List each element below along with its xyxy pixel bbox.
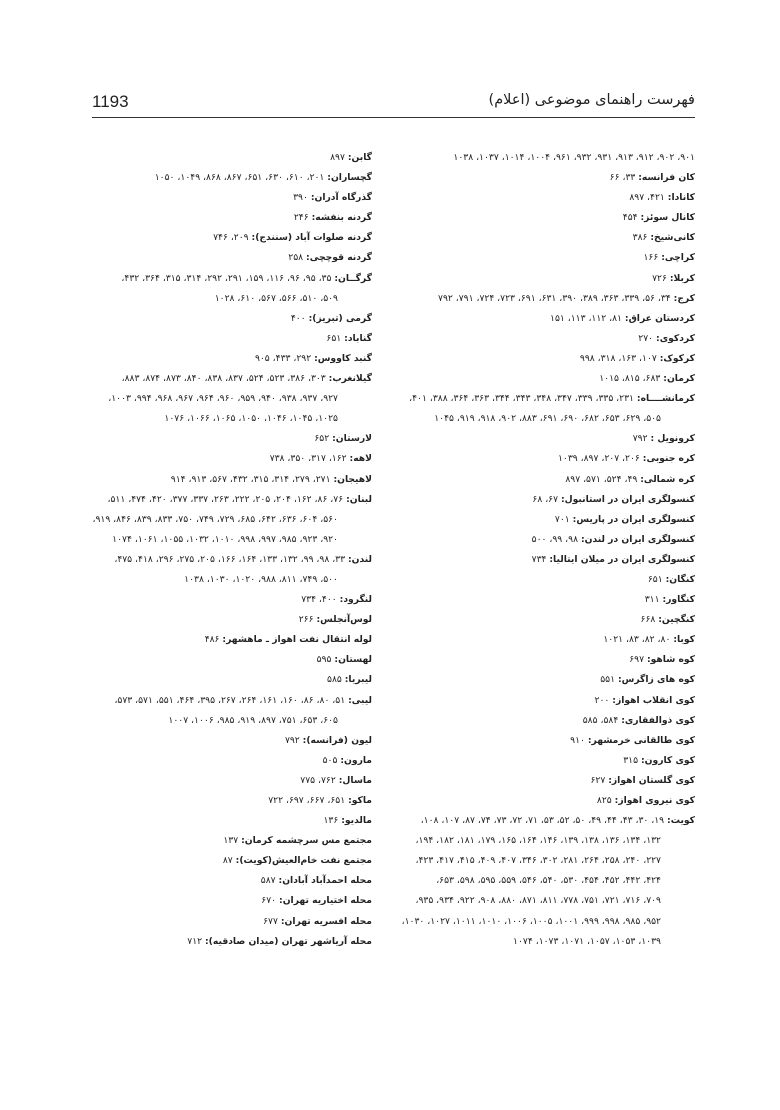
index-term: کنگان:	[665, 573, 695, 585]
index-page-refs: ۵۸۷	[260, 875, 276, 887]
index-entry	[395, 610, 695, 630]
index-page-refs: ۱۰۳۹، ۱۰۵۳، ۱۰۵۷، ۱۰۷۱، ۱۰۷۳، ۱۰۷۴	[513, 935, 661, 947]
index-entry-continuation	[85, 289, 372, 309]
index-term: کرمان:	[663, 373, 695, 385]
index-term: کنسولگری ایران در استانبول:	[560, 493, 695, 505]
index-page-refs: ۴۲۱، ۸۹۷	[629, 192, 665, 204]
index-page-refs: ۳۸۶	[632, 232, 648, 244]
index-page-refs: ۶۵۲	[314, 433, 330, 445]
index-column-right	[395, 148, 695, 952]
index-entry	[85, 851, 372, 871]
index-entry	[85, 590, 372, 610]
index-entry	[85, 610, 372, 630]
index-page-refs: ۱۳۲، ۱۳۴، ۱۳۶، ۱۳۸، ۱۳۹، ۱۴۶، ۱۶۴، ۱۶۵، ۱۷۹، ۱۸۱، ۱۸۲، ۱۹۴،	[415, 835, 661, 847]
index-page-refs: ۹۲۷، ۹۳۷، ۹۳۸، ۹۴۰، ۹۵۹، ۹۶۰، ۹۶۴، ۹۶۷، ۹۶۸، ۹۹۴، ۱۰۰۳،	[108, 393, 338, 405]
index-page-refs: ۸۲۵	[596, 795, 612, 806]
index-page-refs: ۷۱۲	[187, 935, 203, 947]
index-entry	[395, 791, 695, 811]
index-entry	[395, 148, 695, 168]
header-rule	[92, 117, 695, 118]
index-term: کنسولگری ایران در میلان ایتالیا:	[549, 553, 695, 565]
index-page-refs: ۴۵۴	[622, 212, 638, 224]
index-term: گیلانغرب:	[328, 373, 372, 385]
index-term: لنگرود:	[339, 594, 372, 606]
index-term: محله افسریه تهران:	[280, 915, 372, 927]
index-page-refs: ۷۶۲، ۷۷۵	[300, 774, 336, 786]
index-entry	[85, 148, 372, 168]
index-page-refs: ۷۳۴	[531, 553, 547, 565]
index-entry-continuation	[85, 389, 372, 409]
index-page-refs: ۷۰۱	[554, 513, 570, 525]
index-term: کوی انقلاب اهواز:	[612, 694, 695, 706]
index-entry	[395, 510, 695, 530]
index-entry-continuation	[85, 711, 372, 731]
index-page-refs: ۶۵۱، ۶۶۷، ۶۹۷، ۷۲۲	[268, 795, 346, 806]
index-page-refs: ۷۰۹، ۷۱۶، ۷۲۱، ۷۵۱، ۷۷۸، ۸۱۱، ۸۷۱، ۸۸۰، ۹۰۸، ۹۲۲، ۹۳۴، ۹۳۵،	[415, 895, 661, 907]
index-term: گناباد:	[344, 332, 372, 344]
index-entry	[395, 168, 695, 188]
index-entry-continuation	[85, 510, 372, 530]
index-entry	[85, 630, 372, 650]
index-entry	[395, 570, 695, 590]
index-term: گنبد کاووس:	[314, 352, 372, 364]
index-term: محله آریاشهر تهران (میدان صادقیه):	[205, 935, 372, 947]
index-page-refs: ۲۹۲، ۴۳۳، ۹۰۵	[254, 352, 312, 364]
index-entry	[85, 751, 372, 771]
index-entry	[395, 449, 695, 469]
index-term: لیبریا:	[344, 674, 372, 686]
index-entry-continuation	[395, 912, 695, 932]
index-term: گابن:	[347, 152, 372, 163]
index-entry	[395, 731, 695, 751]
index-term: کرمانشــــاه:	[636, 393, 695, 405]
index-term: مجتمع مس سرچشمه کرمان:	[241, 835, 372, 847]
index-page-refs: ۸۹۷	[330, 152, 345, 163]
index-page-refs: ۵۰۰، ۷۴۹، ۸۱۱، ۹۸۸، ۱۰۲۰، ۱۰۳۰، ۱۰۳۸	[184, 573, 338, 585]
index-page-refs: ۶۵۱	[647, 573, 663, 585]
index-term: گردنه قوچچی:	[306, 252, 372, 264]
running-title: فهرست راهنمای موضوعی (اعلام)	[488, 92, 695, 108]
index-page-refs: ۸۰، ۸۲، ۸۳، ۱۰۲۱	[603, 634, 671, 646]
index-term: مالدیو:	[341, 815, 372, 827]
index-term: کانادا:	[667, 192, 695, 204]
index-entry	[85, 349, 372, 369]
index-page-refs: ۶۶۸	[640, 614, 656, 626]
index-entry	[85, 449, 372, 469]
index-page-refs: ۲۵۸	[288, 252, 304, 264]
index-entry	[395, 811, 695, 831]
index-entry	[395, 369, 695, 389]
index-term: لوس‌آنجلس:	[316, 614, 372, 626]
index-page-refs: ۹۰۱، ۹۰۲، ۹۱۲، ۹۱۳، ۹۳۱، ۹۳۲، ۹۶۱، ۱۰۰۴، ۱۰۱۴، ۱۰۳۷، ۱۰۳۸	[453, 152, 695, 163]
index-page-refs: ۵۵۱	[600, 674, 616, 686]
index-term: لاهه:	[349, 453, 372, 465]
index-entry	[395, 289, 695, 309]
index-page-refs: ۷۲۶	[652, 272, 667, 284]
index-entry	[85, 429, 372, 449]
index-term: کرونویل :	[650, 433, 695, 445]
index-page-refs: ۸۱، ۱۱۲، ۱۱۳، ۱۵۱	[550, 312, 622, 324]
index-page-refs: ۲۲۷، ۲۴۰، ۲۵۸، ۲۶۴، ۲۸۱، ۳۰۲، ۳۴۶، ۴۰۷، ۴۰۹، ۴۱۵، ۴۱۷، ۴۲۳،	[415, 855, 661, 867]
index-entry	[395, 711, 695, 731]
index-page-refs: ۵۰۵، ۶۲۹، ۶۵۳، ۶۸۲، ۶۹۰، ۶۹۱، ۸۸۳، ۹۰۲، ۹۱۸، ۹۱۹، ۱۰۴۵	[434, 413, 661, 425]
index-term: کوه شاهو:	[646, 654, 695, 666]
index-page-refs: ۶۲۷	[590, 774, 606, 786]
index-entry	[85, 168, 372, 188]
index-page-refs: ۲۷۰	[638, 332, 654, 344]
index-entry	[85, 811, 372, 831]
index-entry	[395, 530, 695, 550]
index-page-refs: ۵۹۵	[316, 654, 332, 666]
index-entry	[85, 188, 372, 208]
index-entry-continuation	[85, 530, 372, 550]
index-entry	[85, 831, 372, 851]
index-term: کان فرانسه:	[638, 172, 695, 184]
index-page-refs: ۹۵۲، ۹۸۵، ۹۹۸، ۹۹۹، ۱۰۰۱، ۱۰۰۵، ۱۰۰۶، ۱۰۱۰، ۱۰۱۱، ۱۰۲۷، ۱۰۳۰،	[401, 915, 661, 927]
index-entry	[85, 490, 372, 510]
index-page-refs: ۹۸، ۹۹، ۵۰۰	[531, 533, 579, 545]
index-term: ماکو:	[348, 795, 372, 806]
index-page-refs: ۵۰۹، ۵۱۰، ۵۶۶، ۵۶۷، ۶۱۰، ۱۰۲۸	[214, 292, 338, 304]
index-term: کوبا:	[673, 634, 695, 646]
page-number: 1193	[92, 92, 129, 111]
index-term: گرمی (تبریز):	[308, 312, 372, 324]
index-entry	[395, 550, 695, 570]
index-page-refs: ۱۰۷، ۱۶۳، ۳۱۸، ۹۹۸	[579, 352, 657, 364]
index-entry-continuation	[85, 409, 372, 429]
index-entry-continuation	[395, 851, 695, 871]
index-entry	[395, 771, 695, 791]
index-term: لیون (فرانسه):	[302, 734, 372, 746]
index-page-refs: ۵۸۵	[327, 674, 342, 686]
index-term: لوله انتقال نفت اهواز ـ ماهشهر:	[222, 634, 372, 646]
index-term: گردنه بنفشه:	[311, 212, 372, 224]
index-entry	[395, 349, 695, 369]
index-entry	[395, 650, 695, 670]
index-term: لبنان:	[346, 493, 372, 505]
index-page-refs: ۲۰۶، ۲۰۷، ۸۹۷، ۱۰۳۹	[557, 453, 640, 465]
index-term: مجتمع نفت خام‌العیش(کویت):	[235, 855, 372, 867]
index-entry-continuation	[395, 891, 695, 911]
index-term: کره جنوبی:	[642, 453, 695, 465]
index-page-refs: ۱۰۲۵، ۱۰۴۵، ۱۰۴۶، ۱۰۵۰، ۱۰۶۵، ۱۰۶۶، ۱۰۷۶	[164, 413, 338, 425]
index-entry	[395, 751, 695, 771]
index-page-refs: ۱۳۷	[223, 835, 239, 847]
index-entry-continuation	[395, 831, 695, 851]
index-page-refs: ۲۴۶	[293, 212, 309, 224]
index-term: کوی ذوالفقاری:	[621, 714, 695, 726]
index-page-refs: ۵۶۰، ۶۰۴، ۶۳۶، ۶۴۲، ۶۸۵، ۷۲۹، ۷۴۹، ۷۵۰، ۸۳۳، ۸۳۹، ۸۴۶، ۹۱۹،	[92, 513, 338, 525]
index-page-refs: ۳۵، ۹۵، ۹۶، ۱۱۶، ۱۵۹، ۲۹۱، ۲۹۲، ۳۱۴، ۳۱۵، ۳۶۴، ۴۳۲،	[121, 272, 332, 284]
index-entry	[85, 670, 372, 690]
page-header	[92, 88, 695, 118]
index-entry	[85, 369, 372, 389]
index-entry	[395, 228, 695, 248]
index-term: گچساران:	[327, 172, 372, 184]
index-page-refs: ۴۰۰	[290, 312, 306, 324]
index-page-refs: ۷۹۲	[632, 433, 648, 445]
index-term: گردنه صلوات آباد (سنندج):	[251, 232, 372, 244]
index-entry	[85, 650, 372, 670]
index-term: محله احمدآباد آبادان:	[278, 875, 372, 887]
index-entry-continuation	[395, 932, 695, 952]
index-term: کنسولگری ایران در پاریس:	[572, 513, 695, 525]
index-entry	[85, 208, 372, 228]
index-entry	[85, 891, 372, 911]
index-entry	[395, 590, 695, 610]
index-term: محله اختیاریه تهران:	[279, 895, 372, 907]
index-entry	[85, 309, 372, 329]
index-entry	[395, 470, 695, 490]
index-entry	[395, 208, 695, 228]
index-page-refs: ۱۶۲، ۳۱۷، ۳۵۰، ۷۳۸	[269, 453, 347, 465]
index-term: کنگاور:	[662, 594, 695, 606]
index-entry	[395, 188, 695, 208]
index-page-refs: ۴۰۰، ۷۳۴	[301, 594, 337, 606]
index-entry-continuation	[85, 570, 372, 590]
index-term: لهستان:	[334, 654, 372, 666]
index-term: کوی طالقانی خرمشهر:	[587, 734, 695, 746]
index-entry	[395, 248, 695, 268]
index-entry	[85, 269, 372, 289]
index-term: کرج:	[673, 292, 695, 304]
index-term: کربلا:	[669, 272, 695, 284]
index-entry	[395, 269, 695, 289]
index-entry-continuation	[395, 409, 695, 429]
index-page-refs: ۲۰۹، ۷۴۶	[213, 232, 249, 244]
index-entry	[85, 932, 372, 952]
index-term: کراچی:	[661, 252, 695, 264]
index-term: کوی کارون:	[640, 754, 695, 766]
index-entry	[85, 329, 372, 349]
index-term: لارستان:	[332, 433, 372, 445]
index-page-refs: ۷۹۲	[284, 734, 300, 746]
index-term: کره شمالی:	[640, 473, 695, 485]
index-page-refs: ۶۸۳، ۸۱۵، ۱۰۱۵	[599, 373, 661, 385]
index-entry-continuation	[395, 871, 695, 891]
index-page-refs: ۶۷۰	[261, 895, 277, 907]
index-page-refs: ۳۳، ۹۸، ۹۹، ۱۳۲، ۱۳۳، ۱۶۴، ۱۶۶، ۲۰۵، ۲۷۵، ۲۹۶، ۴۱۸، ۴۷۵،	[114, 553, 346, 565]
index-term: کنگچین:	[658, 614, 695, 626]
index-term: کوی نیروی اهواز:	[614, 795, 695, 806]
index-page-refs: ۹۱۰	[570, 734, 585, 746]
index-term: کانی‌شیخ:	[650, 232, 695, 244]
index-page-refs: ۲۳۱، ۳۳۵، ۳۳۹، ۳۴۷، ۳۴۸، ۳۴۳، ۳۴۴، ۳۶۳، ۳۶۴، ۳۸۸، ۴۰۱،	[409, 393, 634, 405]
index-page-refs: ۲۰۰	[594, 694, 610, 706]
index-page-refs: ۶۷، ۶۸	[532, 493, 559, 505]
index-page-refs: ۱۹، ۳۰، ۴۳، ۴۴، ۴۹، ۵۰، ۵۲، ۵۳، ۷۱، ۷۲، ۷۳، ۷۴، ۸۷، ۱۰۷، ۱۰۸،	[420, 815, 665, 827]
index-page-refs: ۲۰۱، ۶۱۰، ۶۳۰، ۶۵۱، ۸۶۷، ۸۶۸، ۱۰۴۹، ۱۰۵۰	[154, 172, 325, 184]
index-page-refs: ۶۷۷	[263, 915, 278, 927]
index-page-refs: ۳۴، ۵۶، ۳۳۹، ۳۶۳، ۳۸۹، ۳۹۰، ۶۳۱، ۶۹۱، ۷۲۳، ۷۲۴، ۷۹۱، ۷۹۲	[438, 292, 671, 304]
index-entry	[85, 248, 372, 268]
index-page-refs: ۱۳۶	[323, 815, 339, 827]
index-page-refs: ۳۱۱	[644, 594, 660, 606]
index-page-refs: ۲۷۱، ۲۷۹، ۳۱۴، ۳۱۵، ۴۳۲، ۵۶۷، ۹۱۳، ۹۱۴	[170, 473, 331, 485]
index-page-refs: ۵۱، ۸۰، ۸۶، ۱۶۰، ۱۶۱، ۲۶۴، ۲۶۷، ۳۹۵، ۴۶۴، ۵۵۱، ۵۷۱، ۵۷۳،	[114, 694, 346, 706]
index-term: گرگــان:	[334, 272, 372, 284]
index-page-refs: ۳۱۵	[623, 754, 639, 766]
index-entry	[85, 912, 372, 932]
index-page-refs: ۳۳، ۶۶	[609, 172, 636, 184]
index-page-refs: ۴۲۴، ۴۴۲، ۴۵۲، ۴۵۴، ۵۳۰، ۵۴۰، ۵۴۶، ۵۵۹، ۵۹۵، ۵۹۸، ۶۵۳،	[436, 875, 661, 887]
index-entry	[85, 691, 372, 711]
index-page-refs: ۱۶۶	[643, 252, 659, 264]
index-entry	[395, 691, 695, 711]
index-entry	[395, 630, 695, 650]
index-entry	[395, 490, 695, 510]
index-entry	[395, 670, 695, 690]
index-column-left	[85, 148, 372, 952]
index-term: کویت:	[667, 815, 695, 827]
index-term: لاهیجان:	[333, 473, 372, 485]
index-term: مارون:	[340, 754, 372, 766]
index-page-refs: ۷۶، ۸۶، ۱۶۲، ۲۰۴، ۲۰۵، ۲۲۲، ۲۶۳، ۳۳۷، ۳۷۷، ۴۲۰، ۴۷۴، ۵۱۱،	[107, 493, 344, 505]
index-page-refs: ۵۰۵	[322, 754, 338, 766]
index-term: کردکوی:	[656, 332, 695, 344]
index-page-refs: ۹۲۰، ۹۲۳، ۹۸۵، ۹۹۷، ۹۹۸، ۱۰۱۰، ۱۰۳۲، ۱۰۵۵، ۱۰۶۱، ۱۰۷۴	[112, 533, 338, 545]
index-page-refs: ۶۹۷	[629, 654, 645, 666]
index-term: لیبی:	[348, 694, 372, 706]
index-entry	[85, 731, 372, 751]
index-entry	[85, 771, 372, 791]
index-entry	[85, 228, 372, 248]
index-term: ماسال:	[338, 774, 372, 786]
index-page-refs: ۲۶۶	[298, 614, 314, 626]
index-page-refs: ۵۸۴، ۵۸۵	[582, 714, 619, 726]
index-entry	[85, 470, 372, 490]
index-page-refs: ۴۹، ۵۲۴، ۵۷۱، ۸۹۷	[565, 473, 638, 485]
index-entry	[395, 329, 695, 349]
index-entry	[395, 429, 695, 449]
index-term: لندن:	[347, 553, 372, 565]
index-page-refs: ۳۰۳، ۳۸۶، ۵۲۳، ۵۲۴، ۸۳۷، ۸۳۸، ۸۴۰، ۸۷۳، ۸۷۴، ۸۸۳،	[121, 373, 326, 385]
index-term: کانال سوئز:	[640, 212, 695, 224]
index-term: کنسولگری ایران در لندن:	[580, 533, 695, 545]
index-entry	[85, 871, 372, 891]
index-page-refs: ۶۰۵، ۶۵۳، ۷۵۱، ۸۹۷، ۹۱۹، ۹۸۵، ۱۰۰۶، ۱۰۰۷	[168, 714, 338, 726]
index-term: کردستان عراق:	[624, 312, 695, 324]
index-term: کرکوک:	[659, 352, 695, 364]
index-entry	[85, 791, 372, 811]
index-page-refs: ۶۵۱	[326, 332, 342, 344]
index-page-refs: ۸۷	[222, 855, 233, 867]
index-entry	[395, 309, 695, 329]
index-page-refs: ۳۹۰	[293, 192, 308, 204]
index-page-refs: ۴۸۶	[204, 634, 220, 646]
index-term: کوه های زاگرس:	[617, 674, 695, 686]
index-entry	[395, 389, 695, 409]
index-entry	[85, 550, 372, 570]
index-term: کوی گلستان اهواز:	[608, 774, 695, 786]
index-term: گذرگاه آدران:	[310, 192, 372, 204]
